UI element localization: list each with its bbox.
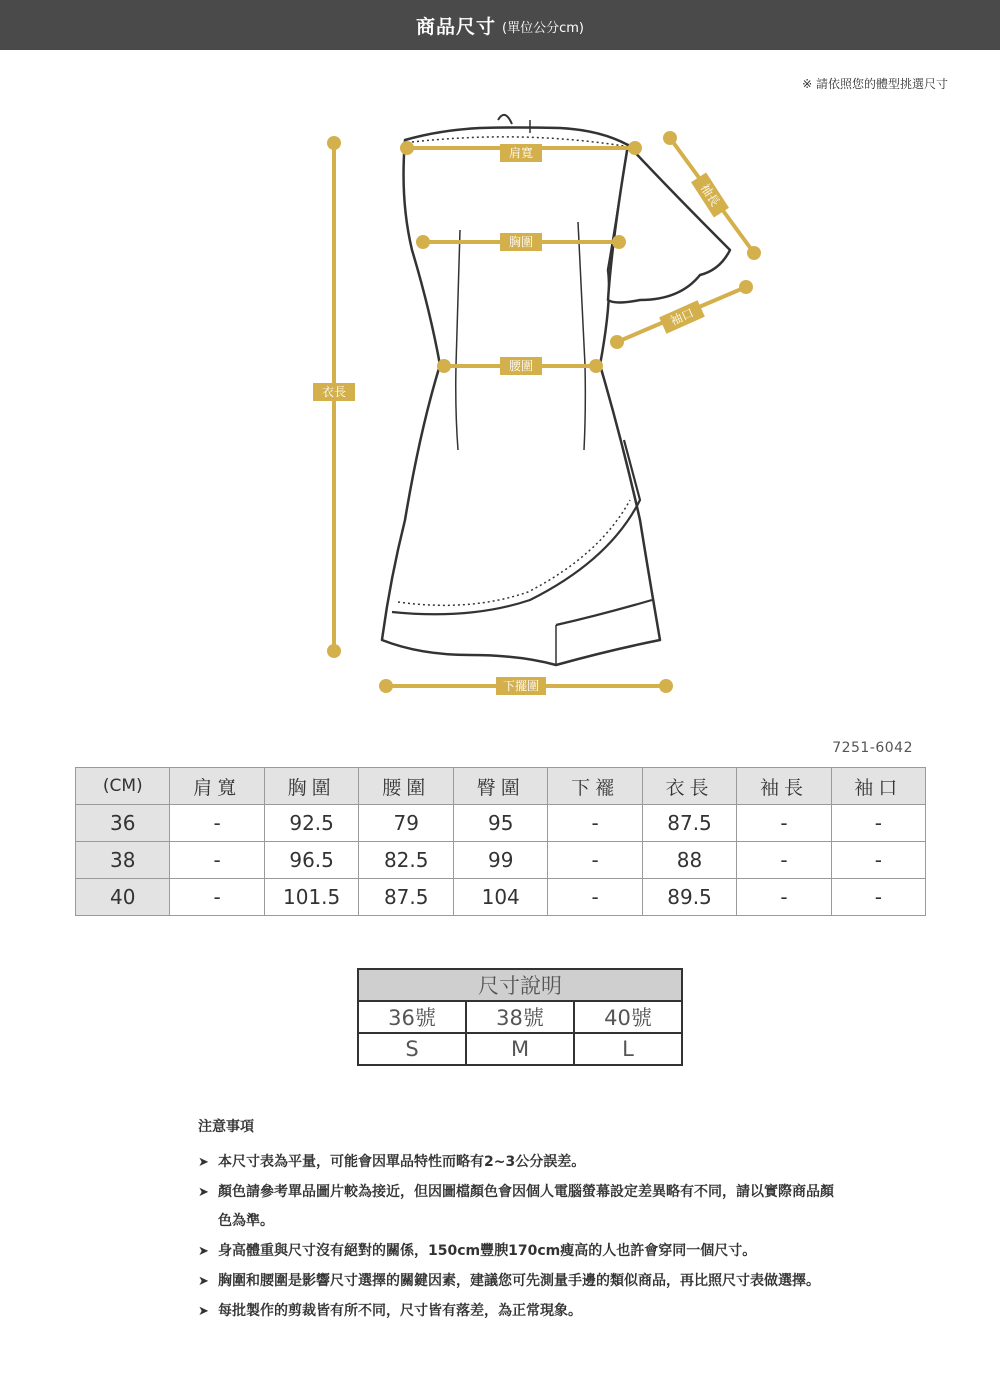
list-item: ➤ 每批製作的剪裁皆有所不同，尺寸皆有落差，為正常現象。 [198,1297,838,1326]
value-cell: - [737,805,831,842]
size-legend-table [357,968,683,1066]
legend-size: 36號 [358,1001,466,1033]
product-code: 7251-6042 [832,740,913,756]
header-cell: 袖口 [831,768,925,805]
page-header [0,0,1000,50]
legend-letter: L [574,1033,682,1065]
value-cell: - [170,879,264,916]
size-table [75,767,926,916]
value-cell: 101.5 [264,879,359,916]
notes-section [198,1116,838,1327]
list-item: ➤ 胸圍和腰圍是影響尺寸選擇的關鍵因素，建議您可先測量手邊的類似商品，再比照尺寸表做選擇。 [198,1267,838,1296]
header-cell: 臀圍 [453,768,547,805]
value-cell: - [170,842,264,879]
sleeve-length-label: 袖長 [691,172,729,217]
legend-size: 38號 [466,1001,574,1033]
value-cell: - [737,879,831,916]
value-cell: - [737,842,831,879]
value-cell: 96.5 [264,842,359,879]
value-cell: 88 [642,842,737,879]
value-cell: 104 [453,879,547,916]
table-row [76,805,926,842]
header-cell: 下襬 [548,768,642,805]
shoulder-label: 肩寬 [500,144,542,162]
arrow-icon: ➤ [198,1185,209,1200]
size-cell: 36 [76,805,170,842]
hem-label: 下擺圍 [496,677,546,695]
header-cell: 胸圍 [264,768,359,805]
notes-title: 注意事項 [198,1119,254,1135]
arrow-icon: ➤ [198,1274,209,1289]
size-cell: 40 [76,879,170,916]
list-item: ➤ 顏色請參考單品圖片較為接近，但因圖檔顏色會因個人電腦螢幕設定差異略有不同，請以實際商品顏色為準。 [198,1178,838,1236]
value-cell: 95 [453,805,547,842]
value-cell: 79 [359,805,454,842]
size-advice-note: ※ 請依照您的體型挑選尺寸 [802,77,948,91]
list-item: ➤ 本尺寸表為平量，可能會因單品特性而略有2~3公分誤差。 [198,1148,838,1177]
value-cell: - [831,879,925,916]
cuff-label: 袖口 [659,300,705,334]
size-cell: 38 [76,842,170,879]
value-cell: 87.5 [359,879,454,916]
waist-label: 腰圍 [500,357,542,375]
value-cell: - [831,842,925,879]
legend-row [358,1001,682,1033]
value-cell: - [170,805,264,842]
legend-letter: M [466,1033,574,1065]
arrow-icon: ➤ [198,1304,209,1319]
legend-row [358,1033,682,1065]
header-cell: 袖長 [737,768,831,805]
chest-label: 胸圍 [500,233,542,251]
garment-diagram [0,95,1000,705]
legend-letter: S [358,1033,466,1065]
arrow-icon: ➤ [198,1155,209,1170]
value-cell: 89.5 [642,879,737,916]
header-cell: (CM) [76,768,170,805]
value-cell: - [831,805,925,842]
header-title: 商品尺寸 [416,15,497,38]
table-row [76,879,926,916]
legend-size: 40號 [574,1001,682,1033]
arrow-icon: ➤ [198,1244,209,1259]
value-cell: 87.5 [642,805,737,842]
sleeve-outline [608,145,730,303]
value-cell: 92.5 [264,805,359,842]
header-cell: 腰圍 [359,768,454,805]
legend-title: 尺寸說明 [358,969,682,1001]
size-table-header [76,768,926,805]
header-cell: 衣長 [642,768,737,805]
list-item: ➤ 身高體重與尺寸沒有絕對的關係，150cm豐腴170cm瘦高的人也許會穿同一個尺寸。 [198,1237,838,1266]
value-cell: 99 [453,842,547,879]
value-cell: - [548,879,642,916]
header-cell: 肩寬 [170,768,264,805]
value-cell: 82.5 [359,842,454,879]
table-row [76,842,926,879]
length-label: 衣長 [313,383,355,401]
notes-list [198,1148,838,1326]
value-cell: - [548,842,642,879]
header-unit: (單位公分cm) [502,21,584,36]
value-cell: - [548,805,642,842]
